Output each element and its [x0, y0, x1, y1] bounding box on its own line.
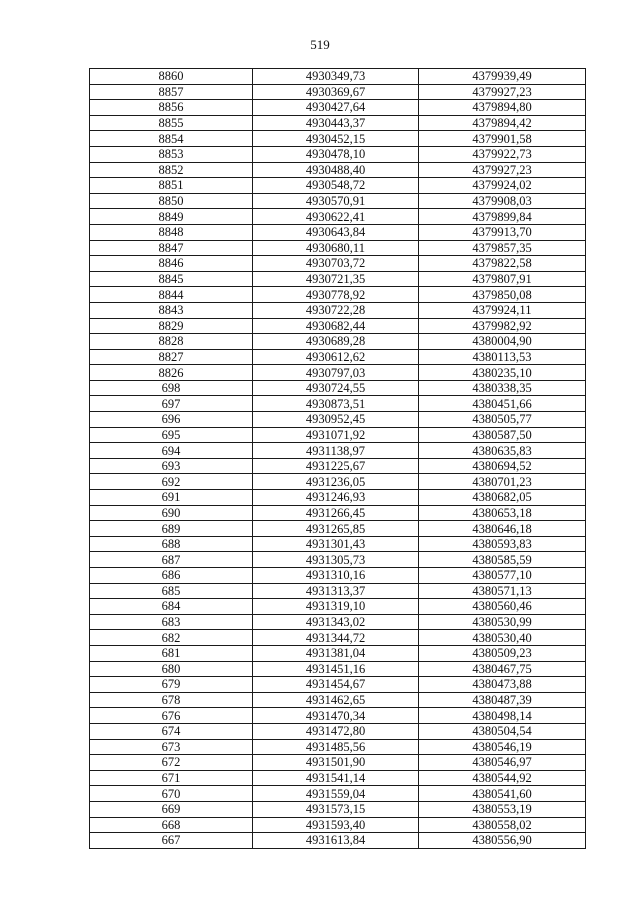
point-number-cell: 8827	[90, 349, 253, 365]
x-coordinate-cell: 4931573,15	[253, 801, 419, 817]
point-number-cell: 8826	[90, 365, 253, 381]
x-coordinate-cell: 4931454,67	[253, 677, 419, 693]
x-coordinate-cell: 4930689,28	[253, 334, 419, 350]
point-number-cell: 676	[90, 708, 253, 724]
y-coordinate-cell: 4379807,91	[419, 271, 586, 287]
x-coordinate-cell: 4930570,91	[253, 193, 419, 209]
y-coordinate-cell: 4379982,92	[419, 318, 586, 334]
point-number-cell: 689	[90, 521, 253, 537]
point-number-cell: 696	[90, 412, 253, 428]
table-row	[90, 770, 586, 786]
y-coordinate-cell: 4380541,60	[419, 786, 586, 802]
table-row	[90, 396, 586, 412]
point-number-cell: 673	[90, 739, 253, 755]
x-coordinate-cell: 4931451,16	[253, 661, 419, 677]
y-coordinate-cell: 4380646,18	[419, 521, 586, 537]
table-row	[90, 69, 586, 85]
coordinates-table	[89, 68, 586, 849]
y-coordinate-cell: 4380577,10	[419, 568, 586, 584]
table-row	[90, 817, 586, 833]
x-coordinate-cell: 4931225,67	[253, 458, 419, 474]
point-number-cell: 8857	[90, 84, 253, 100]
y-coordinate-cell: 4379927,23	[419, 84, 586, 100]
point-number-cell: 8846	[90, 256, 253, 272]
table-row	[90, 380, 586, 396]
y-coordinate-cell: 4379924,11	[419, 302, 586, 318]
point-number-cell: 687	[90, 552, 253, 568]
x-coordinate-cell: 4930680,11	[253, 240, 419, 256]
point-number-cell: 697	[90, 396, 253, 412]
table-row	[90, 755, 586, 771]
point-number-cell: 8856	[90, 100, 253, 116]
point-number-cell: 684	[90, 599, 253, 615]
y-coordinate-cell: 4380530,99	[419, 614, 586, 630]
point-number-cell: 692	[90, 474, 253, 490]
table-row	[90, 318, 586, 334]
point-number-cell: 8845	[90, 271, 253, 287]
y-coordinate-cell: 4380509,23	[419, 645, 586, 661]
y-coordinate-cell: 4380593,83	[419, 536, 586, 552]
table-row	[90, 193, 586, 209]
point-number-cell: 8848	[90, 224, 253, 240]
x-coordinate-cell: 4931472,80	[253, 723, 419, 739]
y-coordinate-cell: 4380544,92	[419, 770, 586, 786]
x-coordinate-cell: 4931613,84	[253, 833, 419, 849]
y-coordinate-cell: 4380585,59	[419, 552, 586, 568]
x-coordinate-cell: 4931310,16	[253, 568, 419, 584]
point-number-cell: 695	[90, 427, 253, 443]
y-coordinate-cell: 4380635,83	[419, 443, 586, 459]
y-coordinate-cell: 4380235,10	[419, 365, 586, 381]
y-coordinate-cell: 4380546,97	[419, 755, 586, 771]
table-row	[90, 271, 586, 287]
point-number-cell: 8849	[90, 209, 253, 225]
x-coordinate-cell: 4931313,37	[253, 583, 419, 599]
table-row	[90, 334, 586, 350]
x-coordinate-cell: 4930612,62	[253, 349, 419, 365]
table-row	[90, 801, 586, 817]
point-number-cell: 678	[90, 692, 253, 708]
y-coordinate-cell: 4380556,90	[419, 833, 586, 849]
y-coordinate-cell: 4380467,75	[419, 661, 586, 677]
table-row	[90, 256, 586, 272]
page-number: 519	[310, 37, 330, 52]
table-row	[90, 412, 586, 428]
x-coordinate-cell: 4931265,85	[253, 521, 419, 537]
y-coordinate-cell: 4379908,03	[419, 193, 586, 209]
y-coordinate-cell: 4380004,90	[419, 334, 586, 350]
y-coordinate-cell: 4380701,23	[419, 474, 586, 490]
table-row	[90, 427, 586, 443]
y-coordinate-cell: 4380504,54	[419, 723, 586, 739]
point-number-cell: 694	[90, 443, 253, 459]
point-number-cell: 669	[90, 801, 253, 817]
y-coordinate-cell: 4380558,02	[419, 817, 586, 833]
point-number-cell: 8860	[90, 69, 253, 85]
x-coordinate-cell: 4930952,45	[253, 412, 419, 428]
y-coordinate-cell: 4379894,80	[419, 100, 586, 116]
y-coordinate-cell: 4380682,05	[419, 490, 586, 506]
table-row	[90, 521, 586, 537]
y-coordinate-cell: 4379901,58	[419, 131, 586, 147]
point-number-cell: 686	[90, 568, 253, 584]
table-row	[90, 224, 586, 240]
x-coordinate-cell: 4931138,97	[253, 443, 419, 459]
x-coordinate-cell: 4930722,28	[253, 302, 419, 318]
table-row	[90, 661, 586, 677]
table-row	[90, 708, 586, 724]
x-coordinate-cell: 4930452,15	[253, 131, 419, 147]
x-coordinate-cell: 4930703,72	[253, 256, 419, 272]
table-row	[90, 583, 586, 599]
x-coordinate-cell: 4930488,40	[253, 162, 419, 178]
table-row	[90, 365, 586, 381]
table-row	[90, 84, 586, 100]
x-coordinate-cell: 4931470,34	[253, 708, 419, 724]
point-number-cell: 667	[90, 833, 253, 849]
point-number-cell: 691	[90, 490, 253, 506]
y-coordinate-cell: 4379850,08	[419, 287, 586, 303]
table-row	[90, 443, 586, 459]
table-row	[90, 131, 586, 147]
table-row	[90, 146, 586, 162]
table-row	[90, 723, 586, 739]
y-coordinate-cell: 4379857,35	[419, 240, 586, 256]
table-row	[90, 115, 586, 131]
point-number-cell: 670	[90, 786, 253, 802]
y-coordinate-cell: 4379899,84	[419, 209, 586, 225]
point-number-cell: 8855	[90, 115, 253, 131]
table-row	[90, 552, 586, 568]
table-row	[90, 287, 586, 303]
point-number-cell: 698	[90, 380, 253, 396]
point-number-cell: 671	[90, 770, 253, 786]
point-number-cell: 8829	[90, 318, 253, 334]
x-coordinate-cell: 4931305,73	[253, 552, 419, 568]
x-coordinate-cell: 4931462,65	[253, 692, 419, 708]
x-coordinate-cell: 4931344,72	[253, 630, 419, 646]
x-coordinate-cell: 4931501,90	[253, 755, 419, 771]
x-coordinate-cell: 4931485,56	[253, 739, 419, 755]
point-number-cell: 672	[90, 755, 253, 771]
table-row	[90, 614, 586, 630]
x-coordinate-cell: 4930873,51	[253, 396, 419, 412]
x-coordinate-cell: 4930682,44	[253, 318, 419, 334]
point-number-cell: 8844	[90, 287, 253, 303]
x-coordinate-cell: 4931301,43	[253, 536, 419, 552]
y-coordinate-cell: 4380694,52	[419, 458, 586, 474]
table-row	[90, 162, 586, 178]
table-row	[90, 739, 586, 755]
table-row	[90, 568, 586, 584]
table-row	[90, 677, 586, 693]
point-number-cell: 688	[90, 536, 253, 552]
y-coordinate-cell: 4380451,66	[419, 396, 586, 412]
point-number-cell: 681	[90, 645, 253, 661]
y-coordinate-cell: 4380546,19	[419, 739, 586, 755]
coordinates-table-body	[90, 69, 586, 849]
y-coordinate-cell: 4380587,50	[419, 427, 586, 443]
x-coordinate-cell: 4930548,72	[253, 178, 419, 194]
y-coordinate-cell: 4380553,19	[419, 801, 586, 817]
table-row	[90, 692, 586, 708]
point-number-cell: 683	[90, 614, 253, 630]
y-coordinate-cell: 4380487,39	[419, 692, 586, 708]
table-row	[90, 349, 586, 365]
point-number-cell: 8828	[90, 334, 253, 350]
x-coordinate-cell: 4931381,04	[253, 645, 419, 661]
x-coordinate-cell: 4930349,73	[253, 69, 419, 85]
y-coordinate-cell: 4379927,23	[419, 162, 586, 178]
point-number-cell: 8847	[90, 240, 253, 256]
point-number-cell: 690	[90, 505, 253, 521]
table-row	[90, 599, 586, 615]
point-number-cell: 8851	[90, 178, 253, 194]
x-coordinate-cell: 4931343,02	[253, 614, 419, 630]
y-coordinate-cell: 4379913,70	[419, 224, 586, 240]
x-coordinate-cell: 4930369,67	[253, 84, 419, 100]
x-coordinate-cell: 4930721,35	[253, 271, 419, 287]
y-coordinate-cell: 4380653,18	[419, 505, 586, 521]
y-coordinate-cell: 4379822,58	[419, 256, 586, 272]
table-row	[90, 302, 586, 318]
point-number-cell: 668	[90, 817, 253, 833]
x-coordinate-cell: 4931541,14	[253, 770, 419, 786]
table-row	[90, 240, 586, 256]
point-number-cell: 8853	[90, 146, 253, 162]
y-coordinate-cell: 4379924,02	[419, 178, 586, 194]
table-row	[90, 786, 586, 802]
point-number-cell: 679	[90, 677, 253, 693]
y-coordinate-cell: 4380113,53	[419, 349, 586, 365]
x-coordinate-cell: 4931319,10	[253, 599, 419, 615]
table-row	[90, 490, 586, 506]
table-row	[90, 209, 586, 225]
point-number-cell: 685	[90, 583, 253, 599]
x-coordinate-cell: 4931266,45	[253, 505, 419, 521]
point-number-cell: 8852	[90, 162, 253, 178]
point-number-cell: 8854	[90, 131, 253, 147]
point-number-cell: 674	[90, 723, 253, 739]
x-coordinate-cell: 4930478,10	[253, 146, 419, 162]
point-number-cell: 682	[90, 630, 253, 646]
y-coordinate-cell: 4379939,49	[419, 69, 586, 85]
point-number-cell: 8850	[90, 193, 253, 209]
point-number-cell: 680	[90, 661, 253, 677]
x-coordinate-cell: 4930643,84	[253, 224, 419, 240]
x-coordinate-cell: 4931559,04	[253, 786, 419, 802]
y-coordinate-cell: 4379894,42	[419, 115, 586, 131]
y-coordinate-cell: 4380560,46	[419, 599, 586, 615]
x-coordinate-cell: 4930443,37	[253, 115, 419, 131]
table-row	[90, 536, 586, 552]
table-row	[90, 630, 586, 646]
y-coordinate-cell: 4380498,14	[419, 708, 586, 724]
point-number-cell: 693	[90, 458, 253, 474]
x-coordinate-cell: 4930427,64	[253, 100, 419, 116]
table-row	[90, 645, 586, 661]
table-row	[90, 505, 586, 521]
y-coordinate-cell: 4380338,35	[419, 380, 586, 396]
x-coordinate-cell: 4930797,03	[253, 365, 419, 381]
table-row	[90, 833, 586, 849]
point-number-cell: 8843	[90, 302, 253, 318]
x-coordinate-cell: 4931236,05	[253, 474, 419, 490]
table-row	[90, 100, 586, 116]
x-coordinate-cell: 4931246,93	[253, 490, 419, 506]
x-coordinate-cell: 4931593,40	[253, 817, 419, 833]
x-coordinate-cell: 4930778,92	[253, 287, 419, 303]
y-coordinate-cell: 4380505,77	[419, 412, 586, 428]
y-coordinate-cell: 4380530,40	[419, 630, 586, 646]
y-coordinate-cell: 4380473,88	[419, 677, 586, 693]
x-coordinate-cell: 4930724,55	[253, 380, 419, 396]
y-coordinate-cell: 4379922,73	[419, 146, 586, 162]
y-coordinate-cell: 4380571,13	[419, 583, 586, 599]
x-coordinate-cell: 4931071,92	[253, 427, 419, 443]
x-coordinate-cell: 4930622,41	[253, 209, 419, 225]
table-row	[90, 178, 586, 194]
table-row	[90, 458, 586, 474]
table-row	[90, 474, 586, 490]
